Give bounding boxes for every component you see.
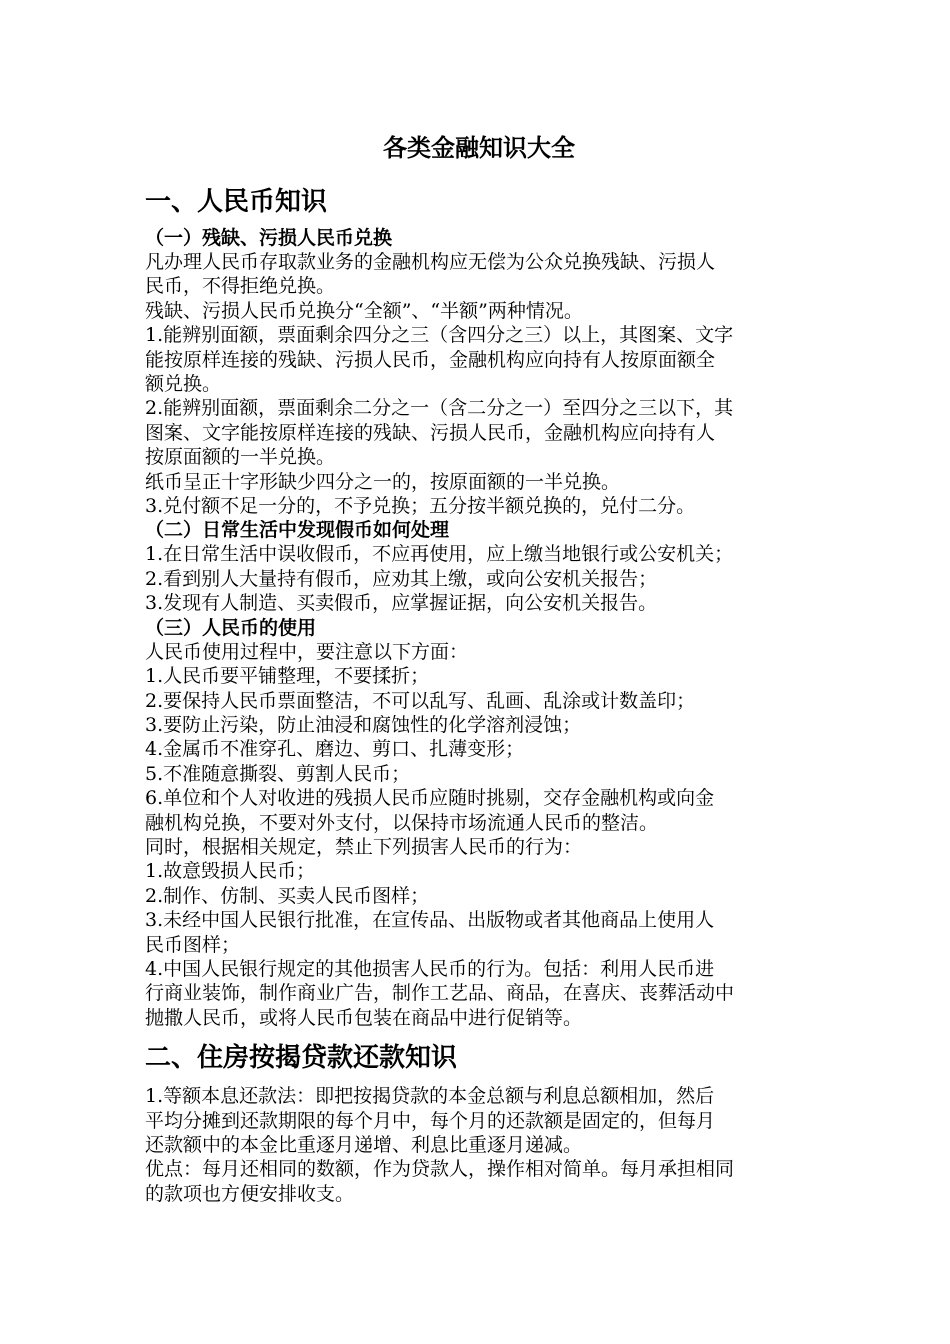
paragraph-line: 2.看到别人大量持有假币，应劝其上缴，或向公安机关报告； <box>145 567 658 590</box>
paragraph-line: 2.制作、仿制、买卖人民币图样； <box>145 884 430 907</box>
paragraph-line: 民币图样； <box>145 933 241 956</box>
paragraph-line: 还款额中的本金比重逐月递增、利息比重逐月递减。 <box>145 1134 583 1156</box>
paragraph-line: 行商业装饰，制作商业广告，制作工艺品、商品，在喜庆、丧葬活动中 <box>145 982 735 1005</box>
document-body <box>145 128 813 1206</box>
paragraph-line: 图案、文字能按原样连接的残缺、污损人民币，金融机构应向持有人 <box>145 421 716 444</box>
paragraph-line: 平均分摊到还款期限的每个月中，每个月的还款额是固定的，但每月 <box>145 1109 716 1132</box>
paragraph-line: 3.兑付额不足一分的，不予兑换；五分按半额兑换的，兑付二分。 <box>145 495 696 518</box>
paragraph-line: 4.中国人民银行规定的其他损害人民币的行为。包括：利用人民币进 <box>145 957 715 980</box>
paragraph-line: 4.金属币不准穿孔、磨边、剪口、扎薄变形； <box>145 738 525 761</box>
paragraph <box>145 1157 813 1206</box>
paragraph <box>145 250 813 299</box>
paragraph <box>145 542 813 566</box>
paragraph-line: 3.发现有人制造、买卖假币，应掌握证据，向公安机关报告。 <box>145 592 658 615</box>
paragraph-line: 的款项也方便安排收支。 <box>145 1182 355 1205</box>
paragraph <box>145 762 813 786</box>
paragraph-line: 抛撒人民币，或将人民币包装在商品中进行促销等。 <box>145 1006 583 1029</box>
subsection-usage-body <box>145 640 813 1031</box>
section-heading-mortgage: 二、住房按揭贷款还款知识 <box>145 1043 458 1074</box>
paragraph-line: 2.能辨别面额，票面剩余二分之一（含二分之一）至四分之三以下，其 <box>145 397 734 420</box>
paragraph <box>145 884 813 908</box>
paragraph <box>145 470 813 494</box>
paragraph <box>145 908 813 957</box>
paragraph-line: 按原面额的一半兑换。 <box>145 446 336 469</box>
paragraph <box>145 786 813 835</box>
paragraph <box>145 859 813 883</box>
paragraph <box>145 1084 813 1157</box>
paragraph-line: 优点：每月还相同的数额，作为贷款人，操作相对简单。每月承担相同 <box>145 1158 735 1181</box>
paragraph <box>145 323 813 396</box>
paragraph-line: 同时，根据相关规定，禁止下列损害人民币的行为： <box>145 835 583 858</box>
paragraph <box>145 957 813 1030</box>
paragraph <box>145 591 813 615</box>
paragraph-line: 5.不准随意撕裂、剪割人民币； <box>145 762 411 785</box>
document-title: 各类金融知识大全 <box>383 134 575 162</box>
paragraph <box>145 835 813 859</box>
paragraph-line: 6.单位和个人对收进的残损人民币应随时挑剔，交存金融机构或向金 <box>145 787 715 810</box>
paragraph-line: 1.在日常生活中误收假币，不应再使用，应上缴当地银行或公安机关； <box>145 543 734 566</box>
paragraph <box>145 299 813 323</box>
paragraph <box>145 396 813 469</box>
paragraph-line: 3.未经中国人民银行批准，在宣传品、出版物或者其他商品上使用人 <box>145 909 715 932</box>
section-heading-rmb: 一、人民币知识 <box>145 187 328 217</box>
paragraph-line: 1.故意毁损人民币； <box>145 860 316 883</box>
paragraph-line: 民币，不得拒绝兑换。 <box>145 275 336 298</box>
paragraph-line: 额兑换。 <box>145 373 222 396</box>
paragraph <box>145 640 813 664</box>
subsection-heading-exchange: （一）残缺、污损人民币兑换 <box>145 227 393 249</box>
paragraph <box>145 689 813 713</box>
subsection-heading-usage: （三）人民币的使用 <box>145 616 317 639</box>
paragraph-line: 2.要保持人民币票面整洁，不可以乱写、乱画、乱涂或计数盖印； <box>145 689 696 712</box>
paragraph <box>145 737 813 761</box>
subsection-counterfeit-body <box>145 542 813 615</box>
paragraph <box>145 664 813 688</box>
paragraph-line: 人民币使用过程中，要注意以下方面： <box>145 640 469 663</box>
subsection-exchange-body <box>145 250 813 518</box>
paragraph-line: 1.人民币要平铺整理，不要揉折； <box>145 665 430 688</box>
paragraph-line: 1.能辨别面额，票面剩余四分之三（含四分之三）以上，其图案、文字 <box>145 324 734 347</box>
paragraph-line: 3.要防止污染，防止油浸和腐蚀性的化学溶剂浸蚀； <box>145 713 582 736</box>
section-mortgage-body <box>145 1084 813 1206</box>
paragraph <box>145 494 813 518</box>
paragraph-line: 融机构兑换，不要对外支付，以保持市场流通人民币的整洁。 <box>145 811 659 834</box>
paragraph <box>145 713 813 737</box>
subsection-heading-counterfeit: （二）日常生活中发现假币如何处理 <box>145 519 450 542</box>
paragraph-line: 1.等额本息还款法：即把按揭贷款的本金总额与利息总额相加，然后 <box>145 1085 715 1108</box>
paragraph-line: 残缺、污损人民币兑换分“全额”、“半额”两种情况。 <box>145 299 583 322</box>
paragraph-line: 能按原样连接的残缺、污损人民币，金融机构应向持有人按原面额全 <box>145 348 716 371</box>
paragraph-line: 纸币呈正十字形缺少四分之一的，按原面额的一半兑换。 <box>145 470 621 493</box>
paragraph <box>145 567 813 591</box>
paragraph-line: 凡办理人民币存取款业务的金融机构应无偿为公众兑换残缺、污损人 <box>145 251 716 273</box>
